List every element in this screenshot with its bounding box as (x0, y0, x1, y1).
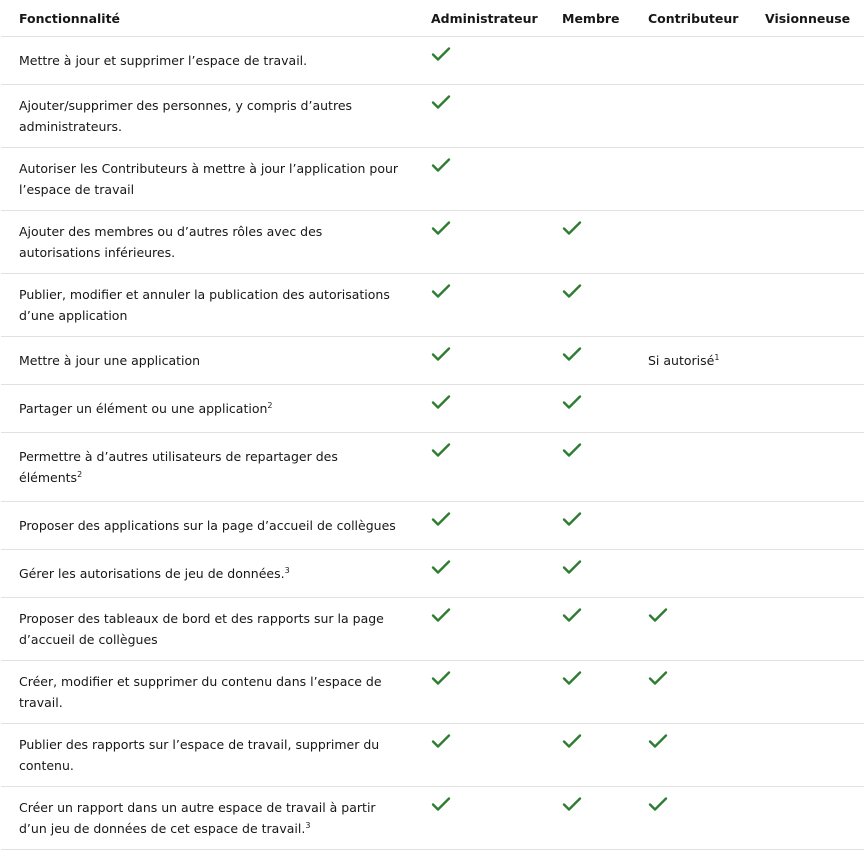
vision-cell (747, 85, 864, 148)
membre-cell (544, 337, 630, 385)
membre-cell (544, 598, 630, 661)
contrib-note (648, 346, 719, 371)
feature-label: Mettre à jour et supprimer l’espace de travail. (19, 53, 308, 68)
table-row (1, 724, 864, 787)
checkmark-icon (648, 733, 668, 749)
contrib-cell (630, 148, 747, 211)
footnote-marker: 3 (305, 820, 311, 830)
membre-cell (544, 85, 630, 148)
feature-label: Publier, modifier et annuler la publication des autorisations d’une application (19, 287, 390, 323)
feature-label: Gérer les autorisations de jeu de données. (19, 566, 285, 581)
table-row (1, 550, 864, 598)
checkmark-icon (431, 670, 451, 686)
membre-cell (544, 385, 630, 433)
checkmark-icon (562, 346, 582, 362)
checkmark-icon (431, 346, 451, 362)
table-body (1, 37, 864, 850)
checkmark-icon (431, 46, 451, 62)
membre-cell (544, 550, 630, 598)
vision-cell (747, 385, 864, 433)
membre-cell (544, 274, 630, 337)
feature-label: Publier des rapports sur l’espace de travail, supprimer du contenu. (19, 737, 380, 773)
checkmark-icon (562, 796, 582, 812)
feature-cell (1, 724, 413, 787)
checkmark-icon (431, 394, 451, 410)
table-header-row (1, 0, 864, 37)
checkmark-icon (648, 796, 668, 812)
vision-cell (747, 274, 864, 337)
feature-cell (1, 598, 413, 661)
feature-label: Autoriser les Contributeurs à mettre à jour l’application pour l’espace de travail (19, 161, 399, 197)
contrib-cell (630, 598, 747, 661)
feature-label: Créer un rapport dans un autre espace de travail à partir d’un jeu de données de cet espace de travail. (19, 800, 376, 836)
contrib-cell (630, 37, 747, 85)
table-row (1, 433, 864, 502)
vision-cell (747, 37, 864, 85)
admin-cell (413, 148, 544, 211)
contrib-cell (630, 787, 747, 850)
table-row (1, 337, 864, 385)
checkmark-icon (562, 511, 582, 527)
feature-label: Créer, modifier et supprimer du contenu dans l’espace de travail. (19, 674, 382, 710)
checkmark-icon (562, 442, 582, 458)
vision-cell (747, 433, 864, 502)
header-admin: Administrateur (413, 0, 544, 37)
admin-cell (413, 211, 544, 274)
footnote-marker: 1 (714, 352, 720, 362)
membre-cell (544, 502, 630, 550)
admin-cell (413, 661, 544, 724)
feature-cell (1, 787, 413, 850)
header-contrib: Contributeur (630, 0, 747, 37)
header-membre: Membre (544, 0, 630, 37)
checkmark-icon (431, 94, 451, 110)
feature-cell (1, 211, 413, 274)
admin-cell (413, 85, 544, 148)
vision-cell (747, 550, 864, 598)
checkmark-icon (431, 442, 451, 458)
vision-cell (747, 598, 864, 661)
table-row (1, 661, 864, 724)
checkmark-icon (562, 394, 582, 410)
permissions-table (1, 0, 864, 850)
vision-cell (747, 148, 864, 211)
feature-cell (1, 37, 413, 85)
contrib-cell (630, 724, 747, 787)
membre-cell (544, 433, 630, 502)
checkmark-icon (648, 670, 668, 686)
feature-cell (1, 337, 413, 385)
table-row (1, 385, 864, 433)
feature-label: Permettre à d’autres utilisateurs de repartager des éléments (19, 449, 338, 485)
table-row (1, 148, 864, 211)
checkmark-icon (648, 607, 668, 623)
contrib-cell (630, 433, 747, 502)
vision-cell (747, 661, 864, 724)
feature-cell (1, 85, 413, 148)
checkmark-icon (562, 607, 582, 623)
admin-cell (413, 433, 544, 502)
checkmark-icon (562, 220, 582, 236)
contrib-cell (630, 337, 747, 385)
checkmark-icon (431, 220, 451, 236)
contrib-note-text: Si autorisé (648, 353, 715, 368)
table-row (1, 502, 864, 550)
table-row (1, 211, 864, 274)
checkmark-icon (431, 733, 451, 749)
checkmark-icon (431, 796, 451, 812)
checkmark-icon (431, 607, 451, 623)
feature-cell (1, 661, 413, 724)
admin-cell (413, 598, 544, 661)
feature-cell (1, 550, 413, 598)
table-row (1, 598, 864, 661)
membre-cell (544, 724, 630, 787)
feature-label: Proposer des applications sur la page d’accueil de collègues (19, 518, 396, 533)
vision-cell (747, 502, 864, 550)
admin-cell (413, 787, 544, 850)
admin-cell (413, 502, 544, 550)
checkmark-icon (562, 670, 582, 686)
contrib-cell (630, 85, 747, 148)
header-vision: Visionneuse (747, 0, 864, 37)
feature-cell (1, 148, 413, 211)
footnote-marker: 2 (267, 400, 273, 410)
table-row (1, 85, 864, 148)
feature-cell (1, 274, 413, 337)
footnote-marker: 2 (77, 469, 83, 479)
membre-cell (544, 211, 630, 274)
contrib-cell (630, 502, 747, 550)
contrib-cell (630, 385, 747, 433)
table-row (1, 37, 864, 85)
feature-label: Partager un élément ou une application (19, 401, 268, 416)
checkmark-icon (431, 157, 451, 173)
footnote-marker: 3 (284, 565, 290, 575)
membre-cell (544, 787, 630, 850)
vision-cell (747, 211, 864, 274)
checkmark-icon (431, 559, 451, 575)
checkmark-icon (431, 511, 451, 527)
admin-cell (413, 37, 544, 85)
table-row (1, 274, 864, 337)
membre-cell (544, 37, 630, 85)
feature-label: Ajouter/supprimer des personnes, y compris d’autres administrateurs. (19, 98, 353, 134)
feature-label: Proposer des tableaux de bord et des rapports sur la page d’accueil de collègues (19, 611, 384, 647)
contrib-cell (630, 211, 747, 274)
header-feature: Fonctionnalité (1, 0, 413, 37)
checkmark-icon (562, 283, 582, 299)
vision-cell (747, 724, 864, 787)
table-row (1, 787, 864, 850)
admin-cell (413, 385, 544, 433)
feature-label: Mettre à jour une application (19, 353, 201, 368)
checkmark-icon (562, 733, 582, 749)
admin-cell (413, 550, 544, 598)
contrib-cell (630, 661, 747, 724)
membre-cell (544, 661, 630, 724)
feature-cell (1, 502, 413, 550)
feature-cell (1, 385, 413, 433)
feature-label: Ajouter des membres ou d’autres rôles avec des autorisations inférieures. (19, 224, 323, 260)
admin-cell (413, 274, 544, 337)
vision-cell (747, 787, 864, 850)
checkmark-icon (431, 283, 451, 299)
membre-cell (544, 148, 630, 211)
vision-cell (747, 337, 864, 385)
contrib-cell (630, 274, 747, 337)
contrib-cell (630, 550, 747, 598)
admin-cell (413, 337, 544, 385)
admin-cell (413, 724, 544, 787)
checkmark-icon (562, 559, 582, 575)
feature-cell (1, 433, 413, 502)
